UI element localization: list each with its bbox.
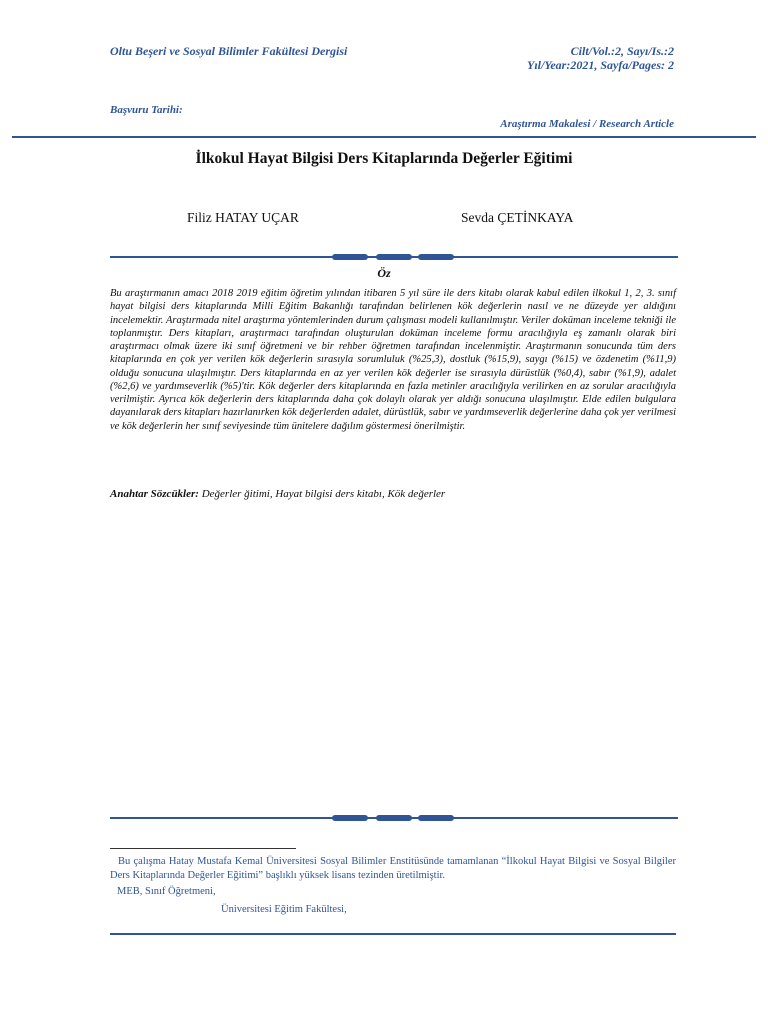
- footnote: MEB, Sınıf Öğretmeni,: [117, 886, 216, 897]
- divider-dash: [332, 254, 368, 260]
- application-date-label: Başvuru Tarihi:: [110, 104, 183, 116]
- article-type: Araştırma Makalesi / Research Article: [500, 118, 674, 130]
- footer-rule: [110, 933, 676, 935]
- author-name: Filiz HATAY UÇAR: [187, 210, 299, 225]
- divider-dash: [418, 254, 454, 260]
- footnote-separator: [110, 848, 296, 849]
- footnote: Üniversitesi Eğitim Fakültesi,: [221, 904, 347, 915]
- decorative-divider: [110, 817, 678, 819]
- journal-name: Oltu Beşeri ve Sosyal Bilimler Fakültesi Dergisi: [110, 44, 348, 58]
- divider-dash: [332, 815, 368, 821]
- header-rule: [12, 136, 756, 138]
- abstract-heading: Öz: [377, 266, 391, 280]
- year-pages-line: Yıl/Year:2021, Sayfa/Pages: 2: [527, 58, 674, 72]
- volume-line: Cilt/Vol.:2, Sayı/Is.:2: [570, 44, 674, 58]
- divider-dash: [376, 254, 412, 260]
- keywords-list: Değerler ğitimi, Hayat bilgisi ders kitabı, Kök değerler: [201, 488, 446, 500]
- keywords-label: Anahtar Sözcükler:: [110, 488, 199, 500]
- keywords: [110, 488, 676, 500]
- volume-info: [527, 44, 674, 72]
- footnote: Bu çalışma Hatay Mustafa Kemal Üniversitesi Sosyal Bilimler Enstitüsünde tamamlanan “İlkokul Hayat Bilgisi ve Sosyal Bilgiler Ders Kitaplarında Değerler Eğitimi” başlıklı yüksek lisans tezinden üretilmiştir.: [110, 856, 676, 881]
- divider-dash: [376, 815, 412, 821]
- decorative-divider: [110, 256, 678, 258]
- article-title: İlkokul Hayat Bilgisi Ders Kitaplarında Değerler Eğitimi: [195, 150, 573, 167]
- divider-dash: [418, 815, 454, 821]
- abstract-text: Bu araştırmanın amacı 2018 2019 eğitim öğretim yılından itibaren 5 yıl süre ile ders kitabı olarak kabul edilen ilkokul 1, 2, 3. sınıf hayat bilgisi ders kitaplarında Milli Eğitim Bakanlığı tarafından belirlenen kök değerlerin nasıl ve ne düzeyde yer aldığını incelemektir. Araştırmada nitel araştırma yöntemlerinden durum çalışması modeli kullanılmıştır. Veriler doküman inceleme tekniği ile toplanmıştır. Ders kitapları, araştırmacı tarafından oluşturulan doküman inceleme formu aracılığıyla eş zamanlı olarak biri araştırmacı olmak üzere iki sınıf öğretmeni ve bir rehber öğretmen tarafından incelenmiştir. Araştırmanın sonucunda tüm ders kitaplarında en çok yer verilen kök değerlerin sırasıyla sorumluluk (%25,3), dostluk (%15,9), saygı (%15) ve özdenetim (%11,9) olduğu sonucuna ulaşılmıştır. Ders kitaplarında en az yer verilen kök değerler ise sırasıyla dürüstlük (%0,4), sabır (%1,9), adalet (%2,6) ve yardımseverlik (%5)'tir. Kök değerler ders kitaplarında en fazla metinler aracılığıyla verilirken en az sorular aracılığıyla verilmiştir. Ayrıca kök değerlerin ders kitaplarında daha çok dolaylı olarak yer aldığı sonucuna ulaşılmıştır. Elde edilen bulgulara dayanılarak ders kitapları hazırlanırken kök değerlerden adalet, dürüstlük, sabır ve yardımseverlik değerlerine daha çok yer verilmesi ve kök değerlerin her sınıf seviyesinde tüm ünitelere dağılım göstermesi önerilmiştir.: [110, 288, 676, 432]
- author-name: Sevda ÇETİNKAYA: [461, 210, 574, 225]
